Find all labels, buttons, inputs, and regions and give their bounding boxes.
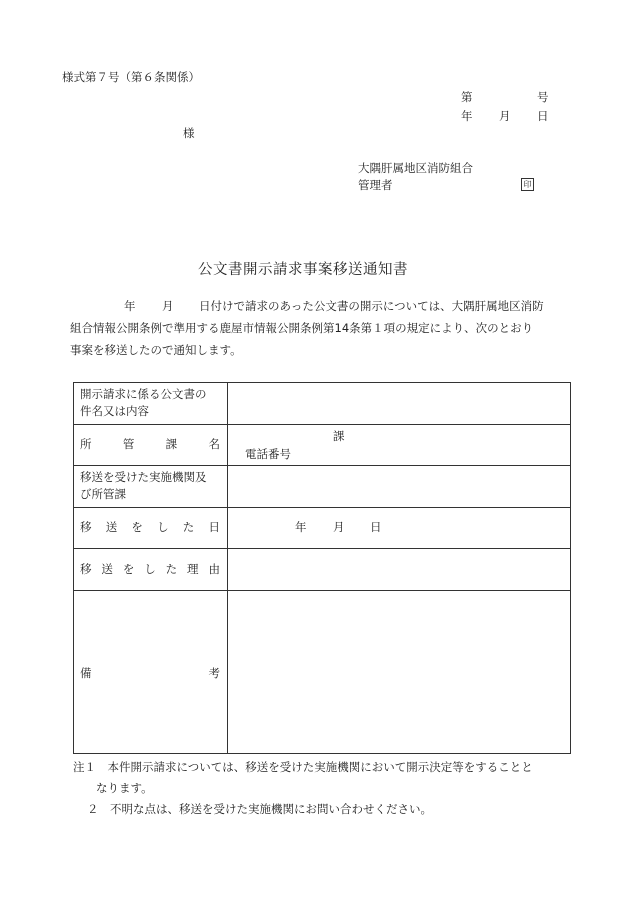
body-line-1-text: 日付けで請求のあった公文書の開示については、大隅肝属地区消防 <box>199 299 544 313</box>
issue-date-day: 日 <box>537 109 549 123</box>
transfer-details-table <box>73 382 571 754</box>
label-char: 移 <box>80 562 92 576</box>
sender-organization: 大隅肝属地区消防組合 <box>358 161 473 175</box>
sender-title: 管理者 <box>358 178 393 192</box>
body-month-label: 月 <box>162 299 174 313</box>
label-char: し <box>144 562 156 576</box>
document-number-suffix: 号 <box>537 90 549 104</box>
label-char: を <box>122 562 135 576</box>
note-2: ２ 不明な点は、移送を受けた実施機関にお問い合わせください。 <box>87 802 432 816</box>
body-line-3: 事案を移送したので通知します。 <box>70 343 242 357</box>
row-remarks-label <box>80 668 220 680</box>
label-char: 移 <box>80 520 92 534</box>
label-char: た <box>182 520 195 534</box>
row-document-subject-label <box>80 386 207 421</box>
label-char: 備 <box>80 666 92 680</box>
label-char: 日 <box>208 520 220 534</box>
note-1-line-2: なります。 <box>96 781 153 795</box>
label-char: を <box>131 520 143 534</box>
row-document-subject-label-line-2: 件名又は内容 <box>80 404 149 419</box>
label-char: 理 <box>187 562 199 576</box>
row-department-label <box>80 439 220 451</box>
row-receiving-agency-label-line-1: 移送を受けた実施機関及 <box>80 470 207 484</box>
document-number-prefix: 第 <box>461 90 473 104</box>
label-char: た <box>165 562 178 576</box>
row-transfer-reason-label <box>80 564 220 576</box>
row-document-subject-label-line-1: 開示請求に係る公文書の <box>80 387 207 401</box>
transfer-date-year: 年 <box>295 520 307 534</box>
phone-number-label: 電話番号 <box>245 447 291 461</box>
label-char: 考 <box>208 666 220 680</box>
note-1-line-1: 注１ 本件開示請求については、移送を受けた実施機関において開示決定等をすることと <box>73 760 533 774</box>
label-char: 由 <box>208 562 220 576</box>
table-row-divider <box>74 507 570 508</box>
department-suffix-ka: 課 <box>333 429 345 443</box>
document-title: 公文書開示請求事案移送通知書 <box>198 262 408 278</box>
row-receiving-agency-label-line-2: び所管課 <box>80 487 126 502</box>
addressee-honorific: 様 <box>183 126 195 140</box>
label-char: し <box>157 520 169 534</box>
issue-date-month: 月 <box>499 109 511 123</box>
table-row-divider <box>74 424 570 425</box>
issue-date-year: 年 <box>461 109 473 123</box>
body-year-label: 年 <box>124 299 136 313</box>
transfer-date-day: 日 <box>370 520 382 534</box>
row-transfer-date-label <box>80 522 220 534</box>
form-number-label: 様式第７号（第６条関係） <box>62 70 200 84</box>
transfer-date-month: 月 <box>333 520 345 534</box>
table-row-divider <box>74 465 570 466</box>
seal-mark: 印 <box>521 178 534 191</box>
label-char: 名 <box>208 437 220 451</box>
label-char: 管 <box>122 437 135 451</box>
table-row-divider <box>74 590 570 591</box>
table-column-divider <box>227 383 228 753</box>
row-receiving-agency-label <box>80 469 207 504</box>
label-char: 所 <box>80 437 92 451</box>
label-char: 課 <box>165 437 178 451</box>
label-char: 送 <box>101 562 113 576</box>
table-row-divider <box>74 548 570 549</box>
label-char: 送 <box>105 520 118 534</box>
body-line-2: 組合情報公開条例で準用する鹿屋市情報公開条例第14条第１項の規定により、次のとおり <box>70 321 534 335</box>
